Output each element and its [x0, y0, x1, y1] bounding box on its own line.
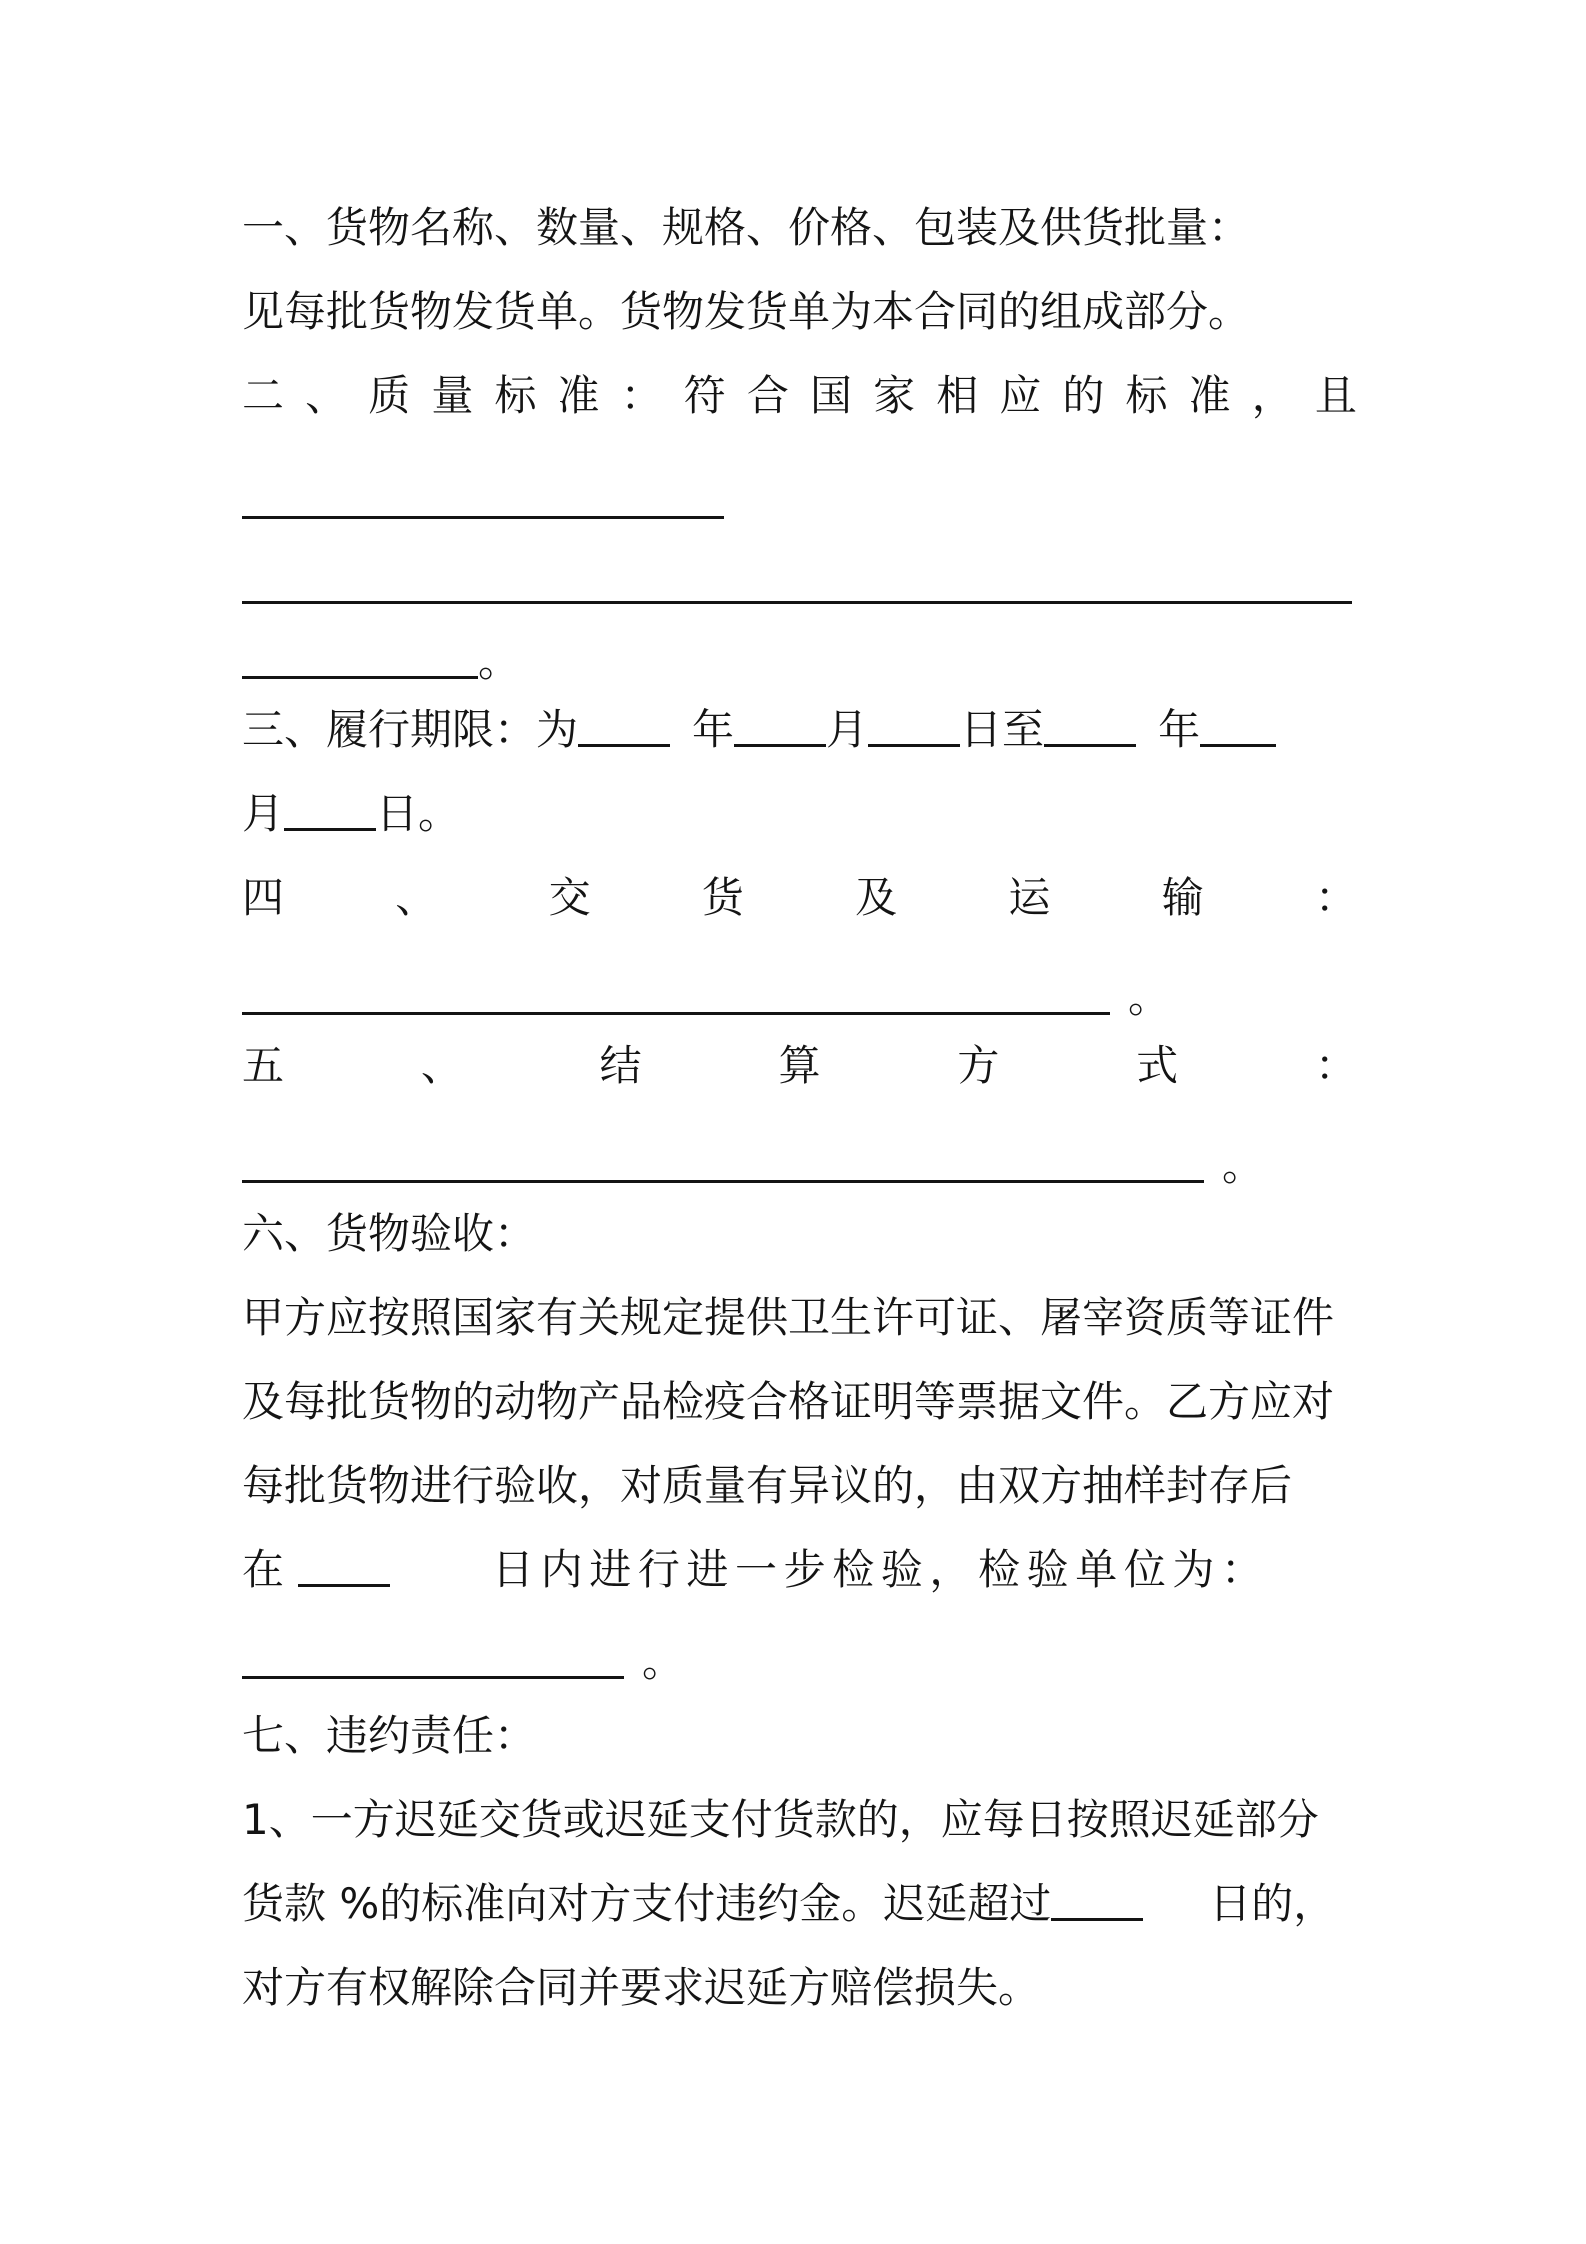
s2-char: ：	[620, 371, 663, 420]
fill-blank[interactable]	[1051, 1862, 1143, 1921]
section-6-at: 在	[242, 1545, 285, 1594]
section-2-blank-1	[242, 460, 1357, 544]
section-3-line-2	[242, 772, 1357, 856]
s2-char: 标	[494, 371, 537, 420]
section-7-line-2	[242, 1862, 1357, 1946]
month-label: 月	[826, 705, 869, 754]
fill-blank[interactable]	[734, 688, 826, 747]
section-6-line-4	[242, 1528, 1357, 1612]
s5-char: 算	[778, 1041, 821, 1090]
s4-char: 输	[1161, 873, 1204, 922]
s2-char: 标	[1125, 371, 1168, 420]
fill-blank[interactable]	[242, 620, 478, 679]
s2-char: 合	[746, 371, 789, 420]
section-6-end: 。	[642, 1637, 685, 1686]
s5-char: 结	[599, 1041, 642, 1090]
section-4-title	[242, 856, 1357, 940]
s4-char: 、	[395, 873, 438, 922]
s2-char: 准	[1188, 371, 1231, 420]
fill-blank[interactable]	[242, 956, 1110, 1015]
s4-char: 运	[1008, 873, 1051, 922]
s2-char: 符	[683, 371, 726, 420]
section-5-end: 。	[1222, 1141, 1265, 1190]
s2-char: 相	[936, 371, 979, 420]
day-label: 日。	[376, 789, 461, 838]
s4-char: 及	[855, 873, 898, 922]
section-7-title: 七、违约责任：	[242, 1711, 537, 1760]
year-label: 年	[692, 705, 735, 754]
fill-blank[interactable]	[242, 460, 724, 519]
s5-char: 式	[1136, 1041, 1179, 1090]
s2-char: 量	[431, 371, 474, 420]
s2-char: 、	[305, 371, 348, 420]
s2-char: 二	[242, 371, 285, 420]
section-2-title	[242, 354, 1357, 438]
s2-char: ，	[1251, 371, 1294, 420]
section-6-title: 六、货物验收：	[242, 1209, 537, 1258]
section-2-blank-2	[242, 545, 1357, 629]
s4-char: ：	[1314, 873, 1357, 922]
fill-blank[interactable]	[242, 1620, 624, 1679]
section-6-line-2: 及每批货物的动物产品检疫合格证明等票据文件。乙方应对	[242, 1377, 1335, 1426]
section-1-title: 一、货物名称、数量、规格、价格、包装及供货批量：	[242, 203, 1251, 252]
section-7-days: 日的，	[1209, 1879, 1336, 1928]
year-label: 年	[1158, 705, 1201, 754]
section-5-title	[242, 1024, 1357, 1108]
section-3-line-1	[242, 688, 1357, 772]
s2-char: 质	[368, 371, 411, 420]
s5-char: 、	[420, 1041, 463, 1090]
s5-char: 方	[957, 1041, 1000, 1090]
section-6-blank	[242, 1620, 1357, 1704]
fill-blank[interactable]	[1044, 688, 1136, 747]
fill-blank[interactable]	[868, 688, 960, 747]
s5-char: 五	[242, 1041, 285, 1090]
s2-char: 家	[873, 371, 916, 420]
section-6-line-1: 甲方应按照国家有关规定提供卫生许可证、屠宰资质等证件	[242, 1293, 1335, 1342]
s2-char: 且	[1314, 371, 1357, 420]
section-6-days: 日内进行进一步检验，检验单位为：	[492, 1545, 1270, 1594]
section-7-text: 货款 %的标准向对方支付违约金。迟延超过	[242, 1879, 1052, 1928]
s4-char: 交	[548, 873, 591, 922]
s2-char: 准	[557, 371, 600, 420]
section-3-label: 三、履行期限：为	[242, 705, 579, 754]
section-7-line-1: 1、一方迟延交货或迟延支付货款的，应每日按照迟延部分	[242, 1795, 1319, 1844]
fill-blank[interactable]	[298, 1528, 390, 1587]
section-2-end: 。	[478, 637, 521, 686]
month-label: 月	[242, 789, 285, 838]
s2-char: 的	[1062, 371, 1105, 420]
section-6-line-3: 每批货物进行验收，对质量有异议的，由双方抽样封存后	[242, 1461, 1293, 1510]
section-1-body: 见每批货物发货单。货物发货单为本合同的组成部分。	[242, 287, 1251, 336]
fill-blank[interactable]	[284, 772, 376, 831]
day-label: 日至	[960, 705, 1045, 754]
fill-blank[interactable]	[578, 688, 670, 747]
s5-char: ：	[1314, 1041, 1357, 1090]
fill-blank[interactable]	[242, 545, 1352, 604]
s2-char: 应	[999, 371, 1042, 420]
s2-char: 国	[809, 371, 852, 420]
s4-char: 货	[701, 873, 744, 922]
s4-char: 四	[242, 873, 285, 922]
fill-blank[interactable]	[242, 1124, 1204, 1183]
fill-blank[interactable]	[1200, 688, 1276, 747]
section-4-end: 。	[1128, 973, 1171, 1022]
section-7-line-3: 对方有权解除合同并要求迟延方赔偿损失。	[242, 1963, 1041, 2012]
